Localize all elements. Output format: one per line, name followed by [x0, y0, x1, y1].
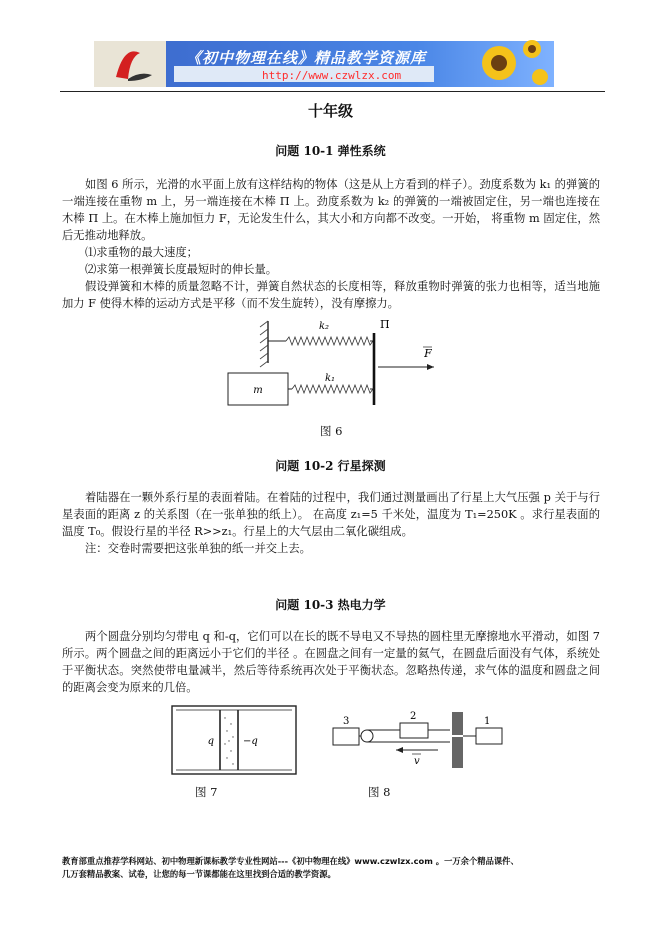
- figure-6-diagram: [253, 315, 448, 415]
- problem-title-10-1: 问题 10-1 弹性系统: [275, 144, 386, 158]
- page-title: 十年级: [307, 102, 353, 120]
- figure-8-caption: 图 8: [368, 785, 391, 799]
- figure-7-caption: 图 7: [195, 785, 218, 799]
- footer-line-1: 教育部重点推荐学科网站、初中物理新课标教学专业性网站---《初中物理在线》www.czwlzx.com 。一万余个精品课件、: [62, 856, 519, 866]
- page-footer: [62, 855, 622, 881]
- label-v: v: [414, 756, 420, 767]
- paragraph: 着陆器在一颗外系行星的表面着陆。在着陆的过程中，我们通过测量画出了行星上大气压强 p 关于与行星表面的距离 z 的关系图（在一张单独的纸上）。 在高度 z₁=5 千米处，温度为 T₁=250K 。求行星表面的温度 T₀。假设行星的半径 R>>z₁。行星上的大气层由二氧化碳组成。: [62, 491, 600, 538]
- label-m: m: [253, 385, 263, 396]
- figure-8-diagram: [326, 708, 508, 774]
- label-q: q: [207, 736, 214, 747]
- header-banner: [94, 41, 554, 87]
- paragraph: 两个圆盘分别均匀带电 q 和-q，它们可以在长的既不导电又不导热的圆柱里无摩擦地水平滑动，如图 7 所示。两个圆盘之间的距离远小于它们的半径 。在圆盘之间有一定量的氦气，在圆盘后面没有气体，系统处于平衡状态。突然使带电量减半，然后等待系统再次处于平衡状态。忽略热传递，求气体的温度和圆盘之间的距离会变为原来的几倍。: [62, 630, 600, 694]
- banner-url[interactable]: http://www.czwlzx.com: [262, 69, 402, 82]
- label-F: F: [424, 347, 432, 360]
- header-rule: [60, 91, 605, 92]
- problem-body-10-1: [62, 176, 600, 312]
- label-bar: Π: [380, 318, 390, 331]
- figure-6-caption: 图 6: [320, 424, 343, 438]
- footer-line-2: 几万套精品教案、试卷，让您的每一节课都能在这里找到合适的教学资源。: [62, 869, 336, 879]
- paragraph: 注：交卷时需要把这张单独的纸一并交上去。: [85, 542, 311, 555]
- label-1: 1: [484, 716, 491, 727]
- problem-body-10-3: [62, 628, 600, 696]
- paragraph: 假设弹簧和木棒的质量忽略不计，弹簧自然状态的长度相等，释放重物时弹簧的张力也相等，适当地施加力 F 使得木棒的运动方式是平移（而不发生旋转），没有摩擦力。: [62, 280, 600, 310]
- paragraph: ⑴求重物的最大速度；: [85, 246, 198, 259]
- problem-body-10-2: [62, 489, 600, 557]
- problem-title-10-2: 问题 10-2 行星探测: [275, 459, 386, 473]
- banner-title: 《初中物理在线》精品教学资源库: [186, 49, 427, 67]
- problem-title-10-3: 问题 10-3 热电力学: [275, 598, 386, 612]
- label-neg-q: −q: [243, 736, 258, 747]
- label-k1: k₁: [324, 373, 336, 384]
- label-2: 2: [410, 711, 417, 722]
- label-k2: k₂: [318, 321, 330, 332]
- paragraph: ⑵求第一根弹簧长度最短时的伸长量。: [85, 263, 278, 276]
- label-3: 3: [343, 716, 350, 727]
- figure-7-diagram: [170, 704, 300, 776]
- paragraph: 如图 6 所示，光滑的水平面上放有这样结构的物体（这是从上方看到的样子）。劲度系数为 k₁ 的弹簧的一端连接在重物 m 上，另一端连接在木棒 Π 上。劲度系数为 k₂ 的弹簧的一端被固定住，另一端也连接在木棒 Π 上。在木棒上施加恒力 F，无论发生什么，其大小和方向都不改变。一开始， 将重物 m 固定住，然后无推动地释放。: [62, 178, 600, 242]
